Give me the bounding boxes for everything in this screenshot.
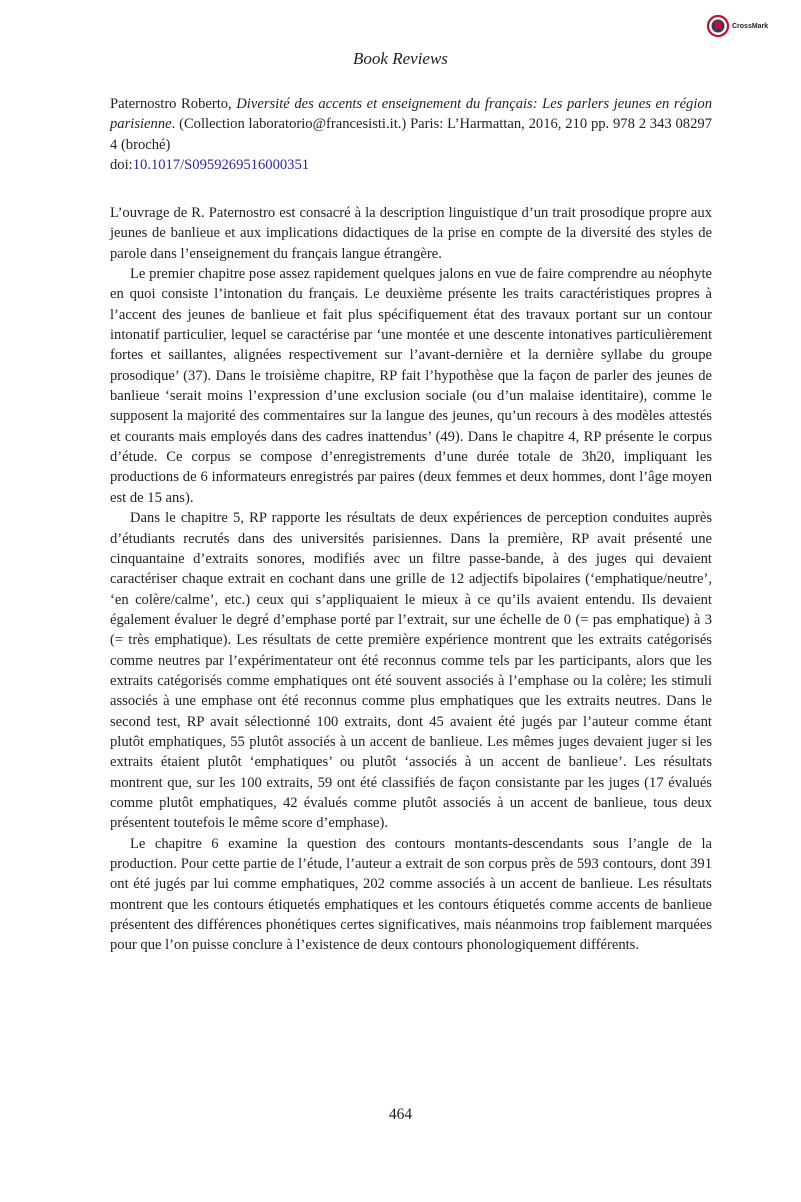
crossmark-badge[interactable] [707, 15, 768, 37]
review-paragraph-3: Dans le chapitre 5, RP rapporte les résultats de deux expériences de perception conduites auprès d’étudiants recrutés dans des universités parisiennes. Dans la première, RP avait présenté une cinquantaine d’extraits sonores, modifiés avec un filtre passe-bande, à des juges qui devaient caractériser chaque extrait en cochant dans une grille de 12 adjectifs bipolaires (‘emphatique/neutre’, ‘en colère/calme’, etc.) ceux qui s’appliquaient le mieux à ce qu’ils avaient entendu. Ils devaient également évaluer le degré d’emphase porté par l’extrait, sur une échelle de 0 (= pas emphatique) à 3 (= très emphatique). Les résultats de cette première expérience montrent que les extraits catégorisés comme neutres par l’expérimentateur ont été reconnus comme tels par les participants, alors que les extraits catégorisés comme emphatiques ont été souvent associés à l’emphase ou la colère; les stimuli associés à une emphase ont été reconnus comme plus emphatiques que les extraits neutres. Dans le second test, RP avait sélectionné 100 extraits, dont 45 avaient été jugés par l’auteur comme étant plutôt emphatiques, 55 plutôt associés à un accent de banlieue. Les mêmes juges devaient juger si les extraits étaient plutôt ‘emphatiques’ ou plutôt ‘associés à un accent de banlieue’. Les résultats montrent que, sur les 100 extraits, 59 ont été classifiés de façon consistante par les juges (17 évalués comme plutôt emphatiques, 42 évalués comme plutôt associés à un accent de banlieue, tous deux présentent toutefois le même score d’emphase). [110, 510, 712, 832]
review-body [110, 203, 712, 956]
review-paragraph-1: L’ouvrage de R. Paternostro est consacré à la description linguistique d’un trait prosodique propre aux jeunes de banlieue et aux implications didactiques de la prise en compte de la diversité des styles de parole dans l’enseignement du français langue étrangère. [110, 205, 712, 262]
review-paragraph-4: Le chapitre 6 examine la question des contours montants-descendants sous l’angle de la production. Pour cette partie de l’étude, l’auteur a extrait de son corpus près de 593 contours, dont 391 ont été jugés par lui comme emphatiques, 202 comme associés à un accent de banlieue. Les résultats montrent que les contours étiquetés emphatiques et les contours étiquetés comme accents de banlieue présentent des différences phonétiques certes significatives, mais néanmoins trop faiblement marquées pour que l’on puisse conclure à l’existence de deux contours phonologiquement différents. [110, 835, 712, 954]
running-head: Book Reviews [353, 49, 448, 68]
doi-prefix: doi: [110, 156, 133, 173]
review-paragraph-2: Le premier chapitre pose assez rapidement quelques jalons en vue de faire comprendre au néophyte en quoi consiste l’intonation du français. Le deuxième présente les traits caractéristiques propres à l’accent des jeunes de banlieue et fait plus spécifiquement état des travaux portant sur un contour intonatif particulier, lequel se caractérise par ‘une montée et une descente intonatives particulièrement fortes et saillantes, alignées respectivement sur l’avant-dernière et la dernière syllabe du groupe prosodique’ (37). Dans le troisième chapitre, RP fait l’hypothèse que la façon de parler des jeunes de banlieue ‘serait moins l’expression d’une exclusion sociale (ou d’un malaise identitaire), comme le supposent la majorité des commentaires sur la langue des jeunes, qu’un recours à des modèles attestés et courants mais employés dans des cadres inattendus’ (49). Dans le chapitre 4, RP présente le corpus d’étude. Ce corpus se compose d’enregistrements d’une durée totale de 3h20, impliquant les productions de 6 informateurs enregistrés par paires (deux femmes et deux hommes, dont l’âge moyen est de 15 ans). [110, 266, 712, 506]
crossmark-label[interactable]: CrossMark [732, 22, 769, 30]
citation-title: Diversité des accents et enseignement du français: Les parlers jeunes en région parisienne [110, 96, 712, 133]
doi-link[interactable]: 10.1017/S0959269516000351 [132, 156, 310, 173]
book-citation [110, 94, 712, 175]
citation-details: . (Collection laboratorio@francesisti.it.) Paris: L’Harmattan, 2016, 210 pp. 978 2 343 08297 4 (broché) [110, 116, 712, 153]
citation-author: Paternostro Roberto, [110, 96, 237, 112]
page-number: 464 [388, 1106, 413, 1123]
crossmark-icon[interactable] [707, 15, 729, 37]
